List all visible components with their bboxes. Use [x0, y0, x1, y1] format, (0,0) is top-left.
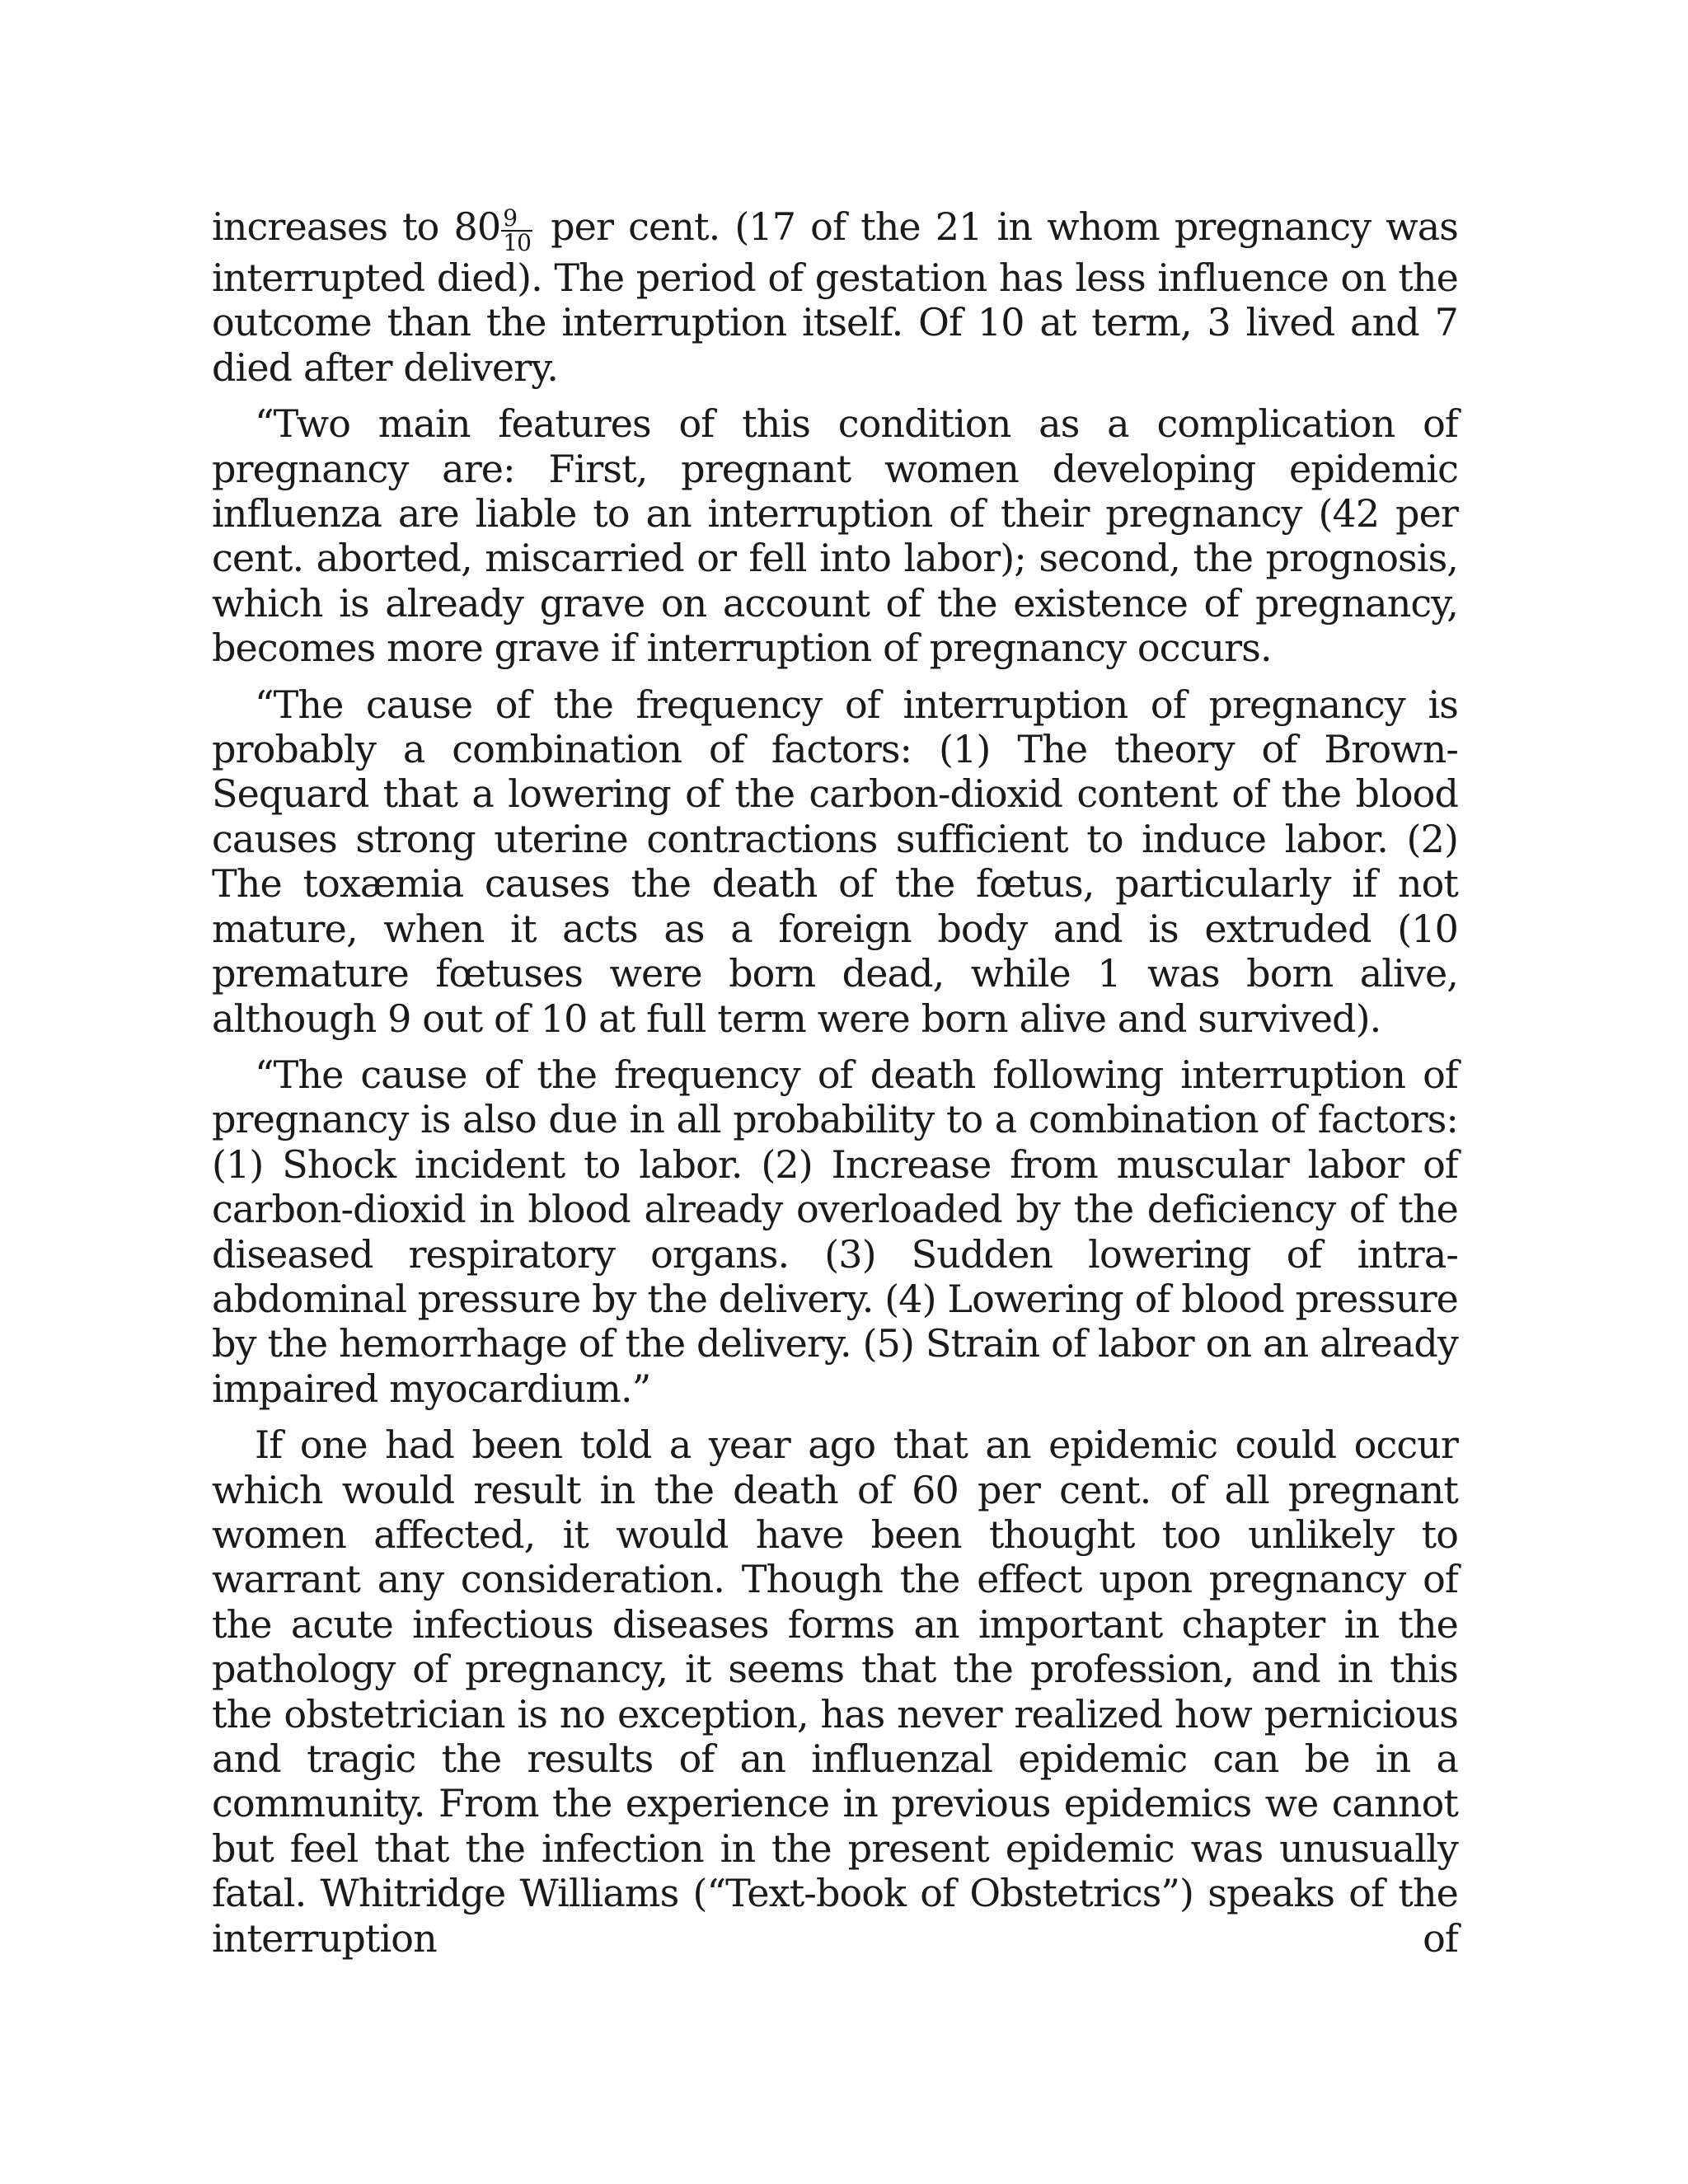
paragraph-1-after-fraction: per cent. (17 of the 21 in whom pregnancy was	[536, 204, 1458, 249]
paragraph-1-rest: interrupted died). The period of gestation has less influence on the outcome than the interruption itself. Of 10 at term, 3 lived and 7 died after delivery.	[212, 255, 1458, 390]
fraction-denominator: 10	[503, 228, 532, 256]
paragraph-2: “Two main features of this condition as a complication of pregnancy are: First, pregnant women developing epidemic influenza are liable to an interruption of their pregnancy (42 per cent. aborted, miscarried or fell into labor); second, the prognosis, which is already grave on account of the existence of pregnancy, becomes more grave if interruption of pregnancy occurs.	[212, 401, 1458, 671]
fraction-numerator: 9	[501, 207, 532, 232]
paragraph-3: “The cause of the frequency of interruption of pregnancy is probably a combination of factors: (1) The theory of Brown-Sequard that a lowering of the carbon-dioxid content of the blood causes strong uterine contractions sufficient to induce labor. (2) The toxæmia causes the death of the fœtus, particularly if not mature, when it acts as a foreign body and is extruded (10 premature fœtuses were born dead, while 1 was born alive, although 9 out of 10 at full term were born alive and survived).	[212, 682, 1458, 1041]
paragraph-5: If one had been told a year ago that an epidemic could occur which would result in the death of 60 per cent. of all pregnant women affected, it would have been thought too unlikely to warrant any consideration. Though the effect upon pregnancy of the acute infectious diseases forms an important chapter in the pathology of pregnancy, it seems that the profession, and in this the obstetrician is no exception, has never realized how pernicious and tragic the results of an influenzal epidemic can be in a community. From the experience in previous epidemics we cannot but feel that the infection in the present epidemic was unusually fatal. Whitridge Williams (“Text-book of Obstetrics”) speaks of the interruption of	[212, 1422, 1458, 1961]
paragraph-1	[212, 198, 1458, 390]
fraction-nine-tenths	[501, 204, 532, 256]
paragraph-1-lead-text: increases to 80	[212, 204, 501, 249]
paragraph-1-opening-line	[212, 198, 1458, 255]
paragraph-4: “The cause of the frequency of death following interruption of pregnancy is also due in all probability to a combination of factors: (1) Shock incident to labor. (2) Increase from muscular labor of carbon-dioxid in blood already overloaded by the deficiency of the diseased respiratory organs. (3) Sudden lowering of intra-abdominal pressure by the delivery. (4) Lowering of blood pressure by the hemorrhage of the delivery. (5) Strain of labor on an already impaired myocardium.”	[212, 1052, 1458, 1411]
document-page	[212, 198, 1458, 1972]
